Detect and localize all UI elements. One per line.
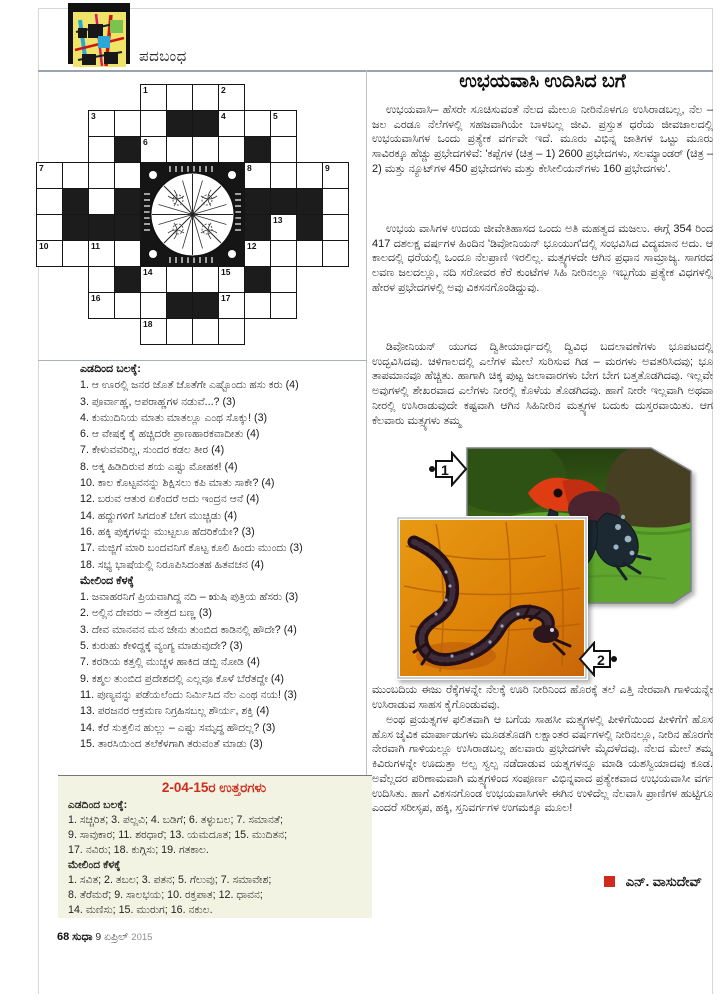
issue-date: 9 ಏಪ್ರಿಲ್ [95,931,129,943]
grid-cell-black [114,188,141,215]
grid-number: 18 [143,319,153,329]
page-number: 68 [57,931,70,943]
figure-label-2: 2 [597,652,605,668]
article-paragraph: ಅಂಥ ಪ್ರಯತ್ನಗಳ ಫಲಿತವಾಗಿ ಆ ಬಗೆಯ ಸಾಹಸೀ ಮತ್ಸ್ಯಗಳಲ್ಲಿ ಪೀಳಿಗೆಯಿಂದ ಪೀಳಿಗೆಗೆ ಹೊಸ ಹೊಸ ಜೈವಿಕ ಮಾರ್ಪಾಡುಗಳು ಮೂಡತೊಡಗಿ ಲಕ್ಷಾಂತರ ವರ್ಷಗಳಲ್ಲಿ ನೀರಿನಲ್ಲೂ, ನೀರಿನ ಹೊರಗೇ ನೇರವಾಗಿ ಗಾಳಿಯಲ್ಲೂ ಉಸಿರಾಡಬಲ್ಲ ಹಲವಾರು ಪ್ರಭೇದಗಳೇ ಮೈದಳೆದವು. ನೆಲದ ಮೇಲೆ ತಮ್ಮ ಕಿವಿರುಗಳನ್ನೇ ಊದುತ್ತಾ ಅಲ್ಪ ಸ್ವಲ್ಪ ನಡೆದಾಡುವ ಯತ್ನಗಳನ್ನೂ ಮಾಡಿ ಯಶಸ್ವಿಯಾದವು ಕೂಡ. ಅವೆಲ್ಲದರ ಪರಿಣಾಮವಾಗಿ ಮತ್ಸ್ಯಗಳಿಂದ ಸಂಪೂರ್ಣ ವಿಭಿನ್ನವಾದ ಪ್ರತ್ಯೇಕವಾದ ಉಭಯವಾಸೀ ವರ್ಗ ಉದಿಸಿತು. ಹಾಗೆ ವಿಕಸನಗೊಂಡ ಉಭಯವಾಸಿಗಳೇ ಈಗಿನ ಉಳಿದೆಲ್ಲ ನೆಲವಾಸಿ ಪ್ರಾಣಿಗಳ ಹುಟ್ಟಿಗೂ ಎಂದರೆ ಸರೀಸೃಪ, ಹಕ್ಕಿ, ಸ್ತನಿವರ್ಗಗಳ ಉಗಮಕ್ಕೂ ಮೂಲ! [372,714,713,815]
author-bullet-square [604,876,615,887]
grid-cell [270,162,297,189]
grid-cell [114,292,141,319]
article-paragraph: ಉಭಯ ವಾಸಿಗಳ ಉದಯ ಜೀವೇತಿಹಾಸದ ಒಂದು ಅತಿ ಮಹತ್ವದ ಮಜಲು. ಈಗ್ಗೆ 354 ರಿಂದ 417 ದಶಲಕ್ಷ ವರ್ಷಗಳ ಹಿಂದಿನ 'ಡಿವೋನಿಯನ್ ಭೂಯುಗ'ದಲ್ಲಿ ಸಂಭವಿಸಿದ ವಿದ್ಯಮಾನ ಅದು. ಆ ಕಾಲದಲ್ಲಿ ಧರೆಯಲ್ಲಿ ಒಂದೂ ನೆಲಪ್ರಾಣಿ ಇರಲಿಲ್ಲ. ಮತ್ಸ್ಯಗಳದೇ ಆಗಿನ ಪ್ರಧಾನ ಸಾಮ್ರಾಜ್ಯ. ಸಾಗರದ ಲವಣ ಜಲದಲ್ಲೂ, ನದಿ ಸರೋವರ ಕೆರೆ ಕುಂಟೆಗಳ ಸಿಹಿ ನೀರಿನಲ್ಲೂ ಇಬ್ಬಗೆಯ ಪ್ರತ್ಯೇಕ ವಿಧಗಳಲ್ಲಿ ಹೇರಳ ಪ್ರಭೇದಗಳಲ್ಲಿ ಅವು ವಿಕಸನಗೊಂಡಿದ್ದುವು. [372,223,713,294]
grid-cell [270,136,297,163]
grid-number: 5 [273,111,278,121]
grid-cell [296,240,323,267]
figure-arrow-2 [578,641,618,677]
grid-cell [192,84,219,111]
article-paragraph: ಉಭಯವಾಸಿ– ಹೆಸರೇ ಸೂಚಿಸುವಂತೆ ನೆಲದ ಮೇಲೂ ನೀರಿನೊಳಗೂ ಉಸಿರಾಡಬಲ್ಲ, ನೆಲ – ಜಲ ಎರಡೂ ನೆಲೆಗಳಲ್ಲಿ ಸಹಜವಾಗಿಯೇ ಬಾಳಬಲ್ಲ ಜೀವಿ. ಪ್ರಸ್ತುತ ಧರೆಯ ಜೀವಜಾಲದಲ್ಲಿ ಉಭಯವಾಸಿಗಳ ಒಂದು ಪ್ರತ್ಯೇಕ ವರ್ಗವೇ ಇದೆ. ಮೂರು ವಿಭಿನ್ನ ಜಾತಿಗಳ ಒಟ್ಟು ಮೂರು ಸಾವಿರಕ್ಕೂ ಹೆಚ್ಚು ಪ್ರಭೇದಗಳಿವೆ: 'ಕಪ್ಪೆಗಳ (ಚಿತ್ರ – 1) 2600 ಪ್ರಭೇದಗಳು, ಸಲಮ್ಯಾಂಡರ್ (ಚಿತ್ರ – 2) ಮತ್ತು ನ್ಯೂಟ್‌ಗಳ 450 ಪ್ರಭೇದಗಳು ಮತ್ತು ಕೇಸೀಲಿಯನ್‌ಗಳು 160 ಪ್ರಭೇದಗಳು'. [372,104,713,175]
grid-cell-black [296,214,323,241]
down-clue: 2. ಅಲ್ಲಿನ ದೇವರು – ನೇತ್ರದ ಬಣ್ಣ (3) [80,607,212,620]
down-clue: 1. ಜವಾಹರನಿಗೆ ಪ್ರಿಯವಾಗಿದ್ದ ನದಿ – ಋಷಿ ಪುತ್ರಿಯ ಹೆಸರು (3) [80,591,299,604]
grid-cell [166,266,193,293]
down-clue: 15. ತಾರಸಿಯಿಂದ ತಲೆಕೆಳಗಾಗಿ ತರುವಂತೆ ಮಾಡು (3) [80,737,263,750]
author-line [372,874,702,890]
answers-down-lines [68,873,372,918]
grid-cell-black [166,292,193,319]
grid-cell [88,136,115,163]
grid-number: 15 [221,267,231,277]
figure-arrow-1 [428,451,468,487]
grid-number: 14 [143,267,153,277]
across-clue: 8. ಅಕ್ಕ ಹಿಡಿದಿರುವ ಶಯ ಎಷ್ಟು ಮೋಹಕ! (4) [80,460,238,473]
answers-line: 8. ತೆರೆಮರೆ; 9. ಸಾಲಭಯ; 10. ರಕ್ತಪಾತ; 12. ಧಾವನ; [68,889,263,901]
grid-number: 3 [91,111,96,121]
grid-number: 10 [39,241,49,251]
issue-year: 2015 [131,932,153,943]
grid-cell [166,136,193,163]
grid-cell [36,214,63,241]
grid-cell-black [244,188,271,215]
grid-cell-black [114,136,141,163]
grid-cell [322,214,349,241]
author-name: ಎನ್. ವಾಸುದೇವ್ [625,874,702,889]
grid-cell-black [296,188,323,215]
grid-cell [192,318,219,345]
grid-cell-black [192,292,219,319]
down-clue: 7. ಕರಡಿಯ ಕತ್ತಲ್ಲಿ ಮುಚ್ಚಳ ಹಾಕಿದ ಡಬ್ಬಿ ನೋಡಿ (4) [80,656,260,669]
article-title: ಉಭಯವಾಸಿ ಉದಿಸಿದ ಬಗೆ [459,71,626,92]
down-clue: 5. ಕುರುಹು ಕೇಳಿದ್ದಕ್ಕೆ ವ್ಯಂಗ್ಯ ಮಾಡುವುದೇ? (3) [80,640,243,653]
grid-cell [88,162,115,189]
grid-number: 8 [247,163,252,173]
grid-cell [218,318,245,345]
grid-cell [166,318,193,345]
grid-cell-black [244,136,271,163]
grid-number: 6 [143,137,148,147]
page-footer [57,931,152,944]
down-clue: 3. ದೇವ ಮಾನವನ ಮನ ಜೇನು ತುಂಬಿದ ಕಾಡಿನಲ್ಲಿ ಹೌದೇ? (4) [80,623,297,636]
grid-cell-black [192,110,219,137]
grid-cell-black [62,214,89,241]
grid-number: 7 [39,163,44,173]
answers-down-heading: ಮೇಲಿಂದ ಕೆಳಕ್ಕೆ [68,859,121,871]
answers-line: 14. ಮಣಿಸು; 15. ಮುರುಗ; 16. ನಕುಲ. [68,904,213,916]
down-clue: 13. ಪರಜನರ ಆಕ್ರಮಣ ನಿಗ್ರಹಿಸಬಲ್ಲ ಶೌರ್ಯ, ಶಕ್ತಿ (4) [80,705,270,718]
grid-cell [88,188,115,215]
down-clue: 11. ಪುಣ್ಯವನ್ನು ಪಡೆಯಲೆಂದು ನಿರ್ಮಿಸಿದ ನೆಲ ಎಂಥ ನಯ! (3) [80,688,297,701]
grid-number: 4 [221,111,226,121]
answers-title: 2-04-15ರ ಉತ್ತರಗಳು [161,780,267,795]
figure-label-1: 1 [441,462,449,478]
answers-box [58,775,372,918]
grid-cell [192,136,219,163]
across-clue: 17. ಮಜ್ಜಿಗೆ ಮಾರಿ ಬಂದವನಿಗೆ ಕೊಟ್ಟ ಕೂಲಿ ಹಿಂದು ಮುಂದು (3) [80,542,303,555]
magazine-name: ಸುಧಾ [72,931,93,943]
grid-cell [114,110,141,137]
grid-cell [244,292,271,319]
grid-number: 13 [273,215,283,225]
grid-cell [218,136,245,163]
answers-across-lines [68,813,372,858]
grid-number: 11 [91,241,100,251]
grid-cell-black [114,214,141,241]
scan-edge-top [38,8,712,9]
across-clue: 1. ಆ ಊರಲ್ಲಿ ಜನರ ಜೊತೆ ಜೊತೆಗೇ ಎಷ್ಟೊಂದು ಹಸು ಕರು (4) [80,379,299,392]
grid-cell-black [62,188,89,215]
grid-cell [140,110,167,137]
answers-line: 17. ನವಿರು; 18. ಕುಗ್ಗಿಸು; 19. ಗತಕಾಲ. [68,844,209,856]
grid-cell [114,240,141,267]
across-clue: 6. ಆ ವೇಷಕ್ಕೆ ಕೈ ಹಚ್ಚಿದರೇ ಪ್ರಾಣಹಾರಕವಾದೀತು (4) [80,428,260,441]
scan-edge-left [38,8,39,994]
grid-cell [88,266,115,293]
grid-cell-black [244,266,271,293]
crossword-center-ornament [140,162,245,267]
article-paragraph: ಮುಂಬದಿಯ ಈಜು ರೆಕ್ಕೆಗಳನ್ನೇ ನೆಲಕ್ಕೆ ಊರಿ ನೀರಿನಿಂದ ಹೊರಕ್ಕೆ ತಲೆ ಎತ್ತಿ ನೇರವಾಗಿ ಗಾಳಿಯನ್ನೇ ಉಸಿರಾಡುವ ಸಾಹಸ ಕೈಗೊಂಡುವವು. [372,684,713,711]
grid-cell [192,266,219,293]
across-clue: 16. ಹಕ್ಕಿ ಪುಕ್ಕಗಳನ್ನು ಮುಟ್ಟಲೂ ಹೆದರಿಕೆಯೇ? (3) [80,525,255,538]
across-clue: 4. ಕುಮುದಿನಿಯ ಮಾತು ಮಾತಲ್ಲೂ ಎಂಥ ಸೊಕ್ಕು! (3) [80,411,268,424]
grid-cell-black [270,188,297,215]
across-clue: 7. ಕೇಳುವವರಿಲ್ಲ, ಸುಂದರ ಕಡಲ ತೀರ (4) [80,444,225,457]
across-clues-list [80,377,372,573]
across-clue: 18. ಸಭ್ಯ ಭಾಷೆಯಲ್ಲಿ ನಿರೂಪಿಸಿದಂತಹ ಹಿತವಚನ (4) [80,558,264,571]
grid-cell [114,162,141,189]
grid-cell [166,84,193,111]
grid-number: 16 [91,293,101,303]
down-clue: 9. ಕಶ್ಮಲ ತುಂಬಿದ ಪ್ರದೇಶದಲ್ಲಿ ಎಲ್ಲವೂ ಕೊಳೆ ಬೆರೆತದ್ದೇ (4) [80,672,284,685]
grid-cell-black [88,214,115,241]
article-paragraph: ಡಿವೋನಿಯನ್ ಯುಗದ ದ್ವಿತೀಯಾರ್ಧದಲ್ಲಿ ದ್ವಿವಿಧ ಬದಲಾವಣೆಗಳು ಭೂಪಟದಲ್ಲಿ ಉದ್ಭವಿಸಿದವು. ಚಳಿಗಾಲದಲ್ಲಿ ಎಲೆಗಳ ಮೇಲೆ ಸುರಿಸುವ ಗಿಡ – ಮರಗಳು ಅವತರಿಸಿದವು; ಭೂ ತಾಪಮಾನವೂ ಹೆಚ್ಚಿತು. ಹಾಗಾಗಿ ಚಿಕ್ಕ ಪುಟ್ಟ ಜಲಾವಾರಗಳು ಬೇಗ ಬೇಗ ಬತ್ತತೊಡಗಿದವು. ಇಲ್ಲವೇ ಅವುಗಳಲ್ಲಿ ಶೇಖರವಾದ ಎಲೆಗಳು ನೀರಲ್ಲಿ ಕೊಳೆಯ ತೊಡಗಿದವು. ಹಾಗೆ ನೀರೇ ಇಲ್ಲವಾಗಿ ಅಥವಾ ನೀರಲ್ಲಿ ಉಸಿರಾಡುವುದೇ ಕಷ್ಟವಾಗಿ ಆಗಿನ ಸಿಹಿನೀರಿನ ಮತ್ಸ್ಯಗಳ ಬದುಕು ದುಸ್ತರವಾಯಿತು. ಆಗ ಕೆಲವಾರು ಮತ್ಸ್ಯಗಳು ತಮ್ಮ [372,341,713,427]
grid-cell [270,266,297,293]
grid-number: 2 [221,85,226,95]
padabandha-logo [66,2,132,69]
grid-cell [140,292,167,319]
grid-number: 12 [247,241,257,251]
grid-cell [296,162,323,189]
clues-section [80,361,372,752]
grid-number: 1 [143,85,148,95]
answers-line: 1. ಸಚ್ಚರಿತ; 3. ಪಲ್ಲವಿ; 4. ಬಡಿಗೆ; 6. ತಳ್ಳುಬಲ; 7. ಸಮಾನತೆ; [68,814,283,826]
grid-cell [244,110,271,137]
answers-line: 1. ಸವಿತ; 2. ತಬಲ; 3. ಪತನ; 5. ಗೆಲುವು; 7. ಸಮಾವೇಶ; [68,874,272,886]
brand-label: ಪದಬಂಧ [139,48,187,65]
down-clues-list [80,589,372,752]
grid-cell [62,240,89,267]
salamander-photo [396,516,588,680]
grid-cell-black [114,266,141,293]
grid-cell [270,240,297,267]
across-heading: ಎಡದಿಂದ ಬಲಕ್ಕೆ: [80,363,141,375]
grid-cell [322,240,349,267]
down-clue: 14. ಕೆರೆ ಸುತ್ತಲಿನ ಹುಲ್ಲು – ಎಷ್ಟು ಸಮೃದ್ಧ ಹೌದಲ್ಲ? (3) [80,721,276,734]
across-clue: 12. ಬರುವ ಆತುರ ಏಕೆಂದರೆ ಅದು ಇಂದ್ರನ ಆನೆ (4) [80,493,260,506]
grid-cell [62,162,89,189]
answers-line: 9. ಸಾವುಕಾರ; 11. ಶರಧಾರೆ; 13. ಯಮದೂತ; 15. ಮುದಿತನ; [68,829,288,841]
across-clue: 3. ಪೂರ್ವಾಹ್ಣ, ಅಪರಾಹ್ಣಗಳ ನಡುವೆ...? (3) [80,395,236,408]
grid-cell [36,188,63,215]
down-heading: ಮೇಲಿಂದ ಕೆಳಕ್ಕೆ [80,574,134,587]
grid-cell [322,188,349,215]
across-clue: 14. ಹದ್ದುಗಳಿಗೆ ಸಿಗದಂತೆ ಬೇಗ ಮುಚ್ಚಿಡು (4) [80,509,238,522]
grid-number: 17 [221,293,231,303]
grid-number: 9 [325,163,330,173]
grid-cell [270,292,297,319]
across-clue: 10. ಕಾಲ ಕೊಟ್ಟವನನ್ನು ಶಿಕ್ಷಿಸಲು ಕಪಿ ಮಾತು ಸಾಕೇ? (4) [80,477,275,490]
grid-cell-black [166,110,193,137]
answers-across-heading: ಎಡದಿಂದ ಬಲಕ್ಕೆ: [68,799,128,811]
grid-cell-black [244,214,271,241]
